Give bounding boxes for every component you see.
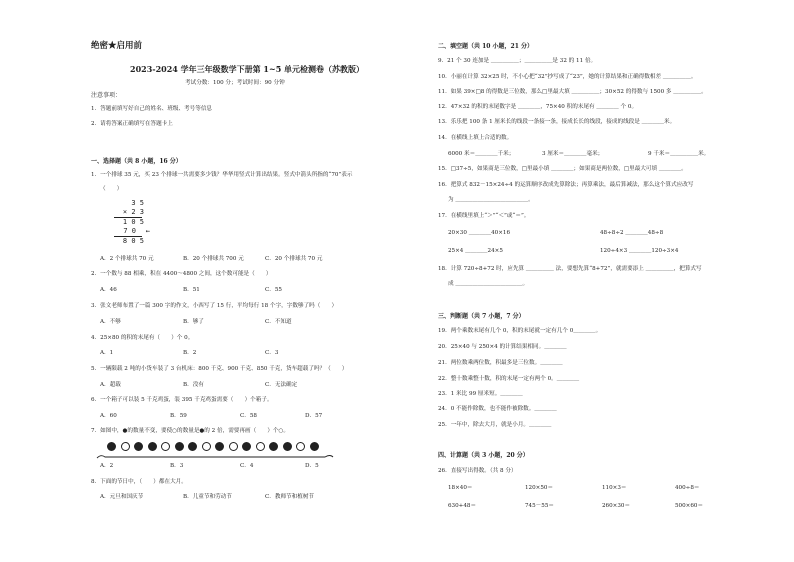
calc-r1-c1: 18×40＝ [448,485,473,491]
q8-option-b[interactable]: B．儿童节和劳动节 [183,494,232,500]
filled-bead [148,442,157,451]
q2-option-c[interactable]: C．55 [265,287,282,293]
section4-title: 四、计算题（共 3 小题，20 分） [438,452,529,459]
secret-mark: 绝密★启用前 [91,41,143,51]
q17-item-3: 25×4 ＿＿＿＿24×5 [448,248,503,254]
q8-stem: 8．下面的节日中，（ ）都在大月。 [91,479,187,485]
q17-item-4: 120÷4×3 ＿＿＿＿120÷3×4 [600,248,679,254]
filled-bead [188,442,197,451]
bead-figure [95,440,335,462]
filled-bead [283,442,292,451]
q17: 17．在横线里填上“＞”“＜”或“＝”。 [438,213,530,219]
q7-option-c[interactable]: C．4 [240,463,254,469]
q2-option-b[interactable]: B．51 [183,287,200,293]
hollow-bead [161,442,170,451]
q1-stem: 1．一个排球 35 元，买 23 个排球一共需要多少钱？华华用竖式计算出结果。竖式中箭头所指的“70”表示 [91,172,353,178]
q6-stem: 6．一个箱子可以装 5 千克鸡蛋，装 395 千克鸡蛋需要（ ）个箱子。 [91,397,273,403]
q7-option-b[interactable]: B．3 [170,463,184,469]
hollow-bead [296,442,305,451]
calc-line-4: 7 0 [123,227,136,235]
calc-r2-c1: 630+48＝ [448,503,477,509]
filled-bead [134,442,143,451]
q6-option-a[interactable]: A．60 [100,413,117,419]
vertical-calculation [114,199,150,246]
q3-option-b[interactable]: B．够了 [183,319,204,325]
q1-option-c[interactable]: C．20 个排球共 70 元 [265,256,323,262]
judge-22: 22．整十数乘整十数，积的末尾一定有两个 0。＿＿＿＿ [438,376,580,382]
judge-25: 25．一年中，除去大月，就是小月。＿＿＿＿ [438,422,552,428]
calc-r2-c3: 260×30＝ [602,503,631,509]
filled-bead [175,442,184,451]
q15: 15．□37÷5，如果商是三位数，□里最小填 ＿＿＿＿；如果商是两位数，□里最大可填 ＿＿＿＿。 [438,166,687,172]
q14-item-2: 3 厘米＝＿＿＿＿毫米； [542,151,604,157]
notes-title: 注意事项： [91,92,122,99]
q1-stem-2: （ ） [100,186,123,192]
calc-r2-c2: 745－55＝ [525,503,554,509]
filled-bead [269,442,278,451]
q14-item-1: 6000 米＝＿＿＿＿千米； [448,151,515,157]
filled-bead [215,442,224,451]
q14: 14．在横线上填上合适的数。 [438,135,513,141]
judge-23: 23．1 米比 99 厘米短。＿＿＿＿ [438,391,523,397]
q1-option-b[interactable]: B．20 个排球共 700 元 [183,256,244,262]
q2-stem: 2．一个数与 88 相乘，积在 4400～4800 之间，这个数可能是（ ） [91,271,272,277]
filled-bead [242,442,251,451]
filled-bead [310,442,319,451]
q5-option-a[interactable]: A．超载 [100,382,121,388]
judge-21: 21．两位数乘两位数，积最多是三位数。＿＿＿＿ [438,360,563,366]
q4-option-a[interactable]: A．1 [100,350,114,356]
q6-option-b[interactable]: B．59 [170,413,187,419]
q17-item-1: 20×30 ＿＿＿＿40×16 [448,230,510,236]
q14-item-3: 9 千米＝＿＿＿＿＿米。 [648,151,710,157]
calc-line-4-wrap [114,227,150,236]
calc-r1-c3: 110×3＝ [602,485,627,491]
hollow-bead [256,442,265,451]
q3-stem: 3．张文老师布置了一篇 300 字的作文，小西写了 15 行，平均每行 18 个字，字数够了吗（ ） [91,303,338,309]
q12: 12．47×32 的积的末尾数字是 ＿＿＿＿，75×40 积的末尾有 ＿＿＿＿ 个 0。 [438,104,638,110]
q1-option-a[interactable]: A．2 个排球共 70 元 [100,256,154,262]
calc-r2-c4: 500×60＝ [675,503,704,509]
q4-option-c[interactable]: C．3 [265,350,279,356]
q6-option-c[interactable]: C．58 [240,413,257,419]
note-2: 2．请将答案正确填写在答题卡上 [91,121,173,127]
q7-option-a[interactable]: A．2 [100,463,114,469]
calc-line-3: 1 0 5 [122,218,144,226]
q3-option-c[interactable]: C．不知道 [265,319,292,325]
exam-title: 2023-2024 学年三年级数学下册第 1~5 单元检测卷（苏教版） [130,64,365,74]
filled-bead [107,442,116,451]
q26: 26．直接写出得数。（共 8 分） [438,468,517,474]
judge-20: 20．25×40 与 250×4 的计算结果相同。＿＿＿＿ [438,344,567,350]
judge-19: 19．两个乘数末尾有几个 0，积的末尾就一定有几个 0＿＿＿＿。 [438,328,602,334]
judge-24: 24．0 不能作除数，也不能作被除数。＿＿＿＿ [438,406,557,412]
q6-option-d[interactable]: D．57 [305,413,323,419]
q18-line-1: 18．计算 720÷8+72 时，应先算 ＿＿＿＿＿ 法，要想先算“8+72”，就需要添上 ＿＿＿＿＿，把算式写 [438,266,702,272]
q9: 9．21 个 30 连加是 ＿＿＿＿＿；＿＿＿＿＿是 32 的 11 倍。 [438,58,597,64]
q10: 10．小丽在计算 32×25 时，不小心把“32”抄写成了“23”，她的计算结果和正确得数相差 ＿＿＿＿＿。 [438,74,697,80]
q8-option-c[interactable]: C．教师节和植树节 [265,494,315,500]
hollow-bead [121,442,130,451]
q7-stem: 7．如图中，●的数量不变，要使○的数量是●的 2 倍，需要再画（ ）个○。 [91,428,290,434]
calc-r1-c4: 400÷8＝ [675,485,700,491]
section1-title: 一、选择题（共 8 小题，16 分） [91,158,182,165]
q16-line-2: 为 ＿＿＿＿＿＿＿＿＿＿＿＿＿。 [448,197,534,203]
calc-line-1: 3 5 [131,199,144,207]
q18-line-2: 成 ＿＿＿＿＿＿＿＿＿＿＿＿。 [448,281,529,287]
section2-title: 二、填空题（共 10 小题，21 分） [438,43,533,50]
q17-item-2: 48÷8÷2 ＿＿＿＿48÷8 [600,230,664,236]
q4-stem: 4．25×80 的积的末尾有（ ）个 0。 [91,335,194,341]
arrow-icon: ← [145,227,150,235]
q5-option-c[interactable]: C．无法确定 [265,382,298,388]
q4-option-b[interactable]: B．2 [183,350,197,356]
q2-option-a[interactable]: A．46 [100,287,117,293]
q3-option-a[interactable]: A．不够 [100,319,121,325]
calc-line-2: × 2 3 [122,208,144,216]
note-1: 1．答题前填写好自己的姓名、班级、考号等信息 [91,106,213,112]
exam-info: 考试分数：100 分；考试时间：90 分钟 [185,80,285,86]
q5-option-b[interactable]: B．没有 [183,382,204,388]
q8-option-a[interactable]: A．元旦和国庆节 [100,494,144,500]
q5-stem: 5．一辆限载 2 吨的小货车装了 3 台机床：800 千克、900 千克、850 千克，货车超载了吗？（ ） [91,366,348,372]
q7-option-d[interactable]: D．5 [305,463,319,469]
calc-line-5: 8 0 5 [122,237,144,245]
hollow-bead [229,442,238,451]
q11: 11．如果 39×□8 的得数是三位数，那么□里最大填 ＿＿＿＿＿；30×52 的得数与 1500 多 ＿＿＿＿＿。 [438,89,707,95]
q13: 13．乐乐把 100 条 1 厘米长的线段一条接一条，接成长长的线段，接成的线段是 ＿＿＿＿米。 [438,119,676,125]
section3-title: 三、判断题（共 7 小题，7 分） [438,313,525,320]
hollow-bead [202,442,211,451]
calc-r1-c2: 120×50＝ [525,485,554,491]
q16-line-1: 16．把算式 832－15×24÷4 的运算顺序改成先算除法；再算乘法，最后算减法，那么这个算式应改写 [438,182,694,188]
